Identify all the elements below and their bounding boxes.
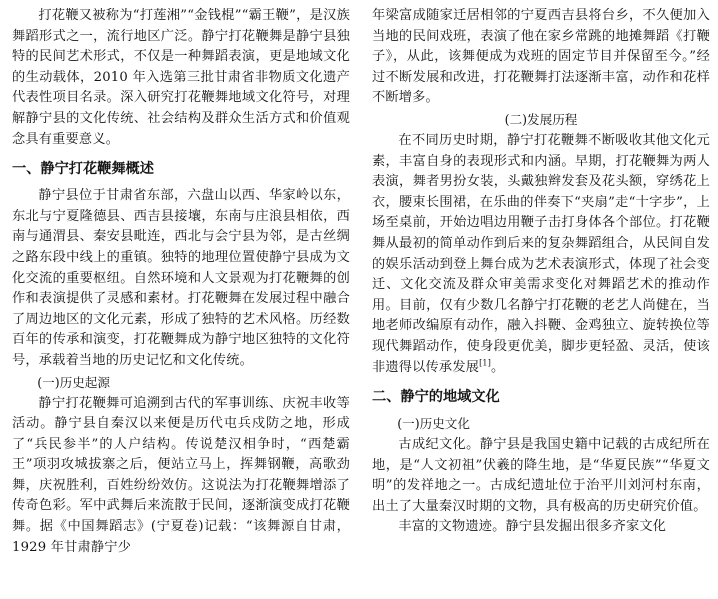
relics-paragraph: 丰富的文物遗迹。静宁县发掘出很多齐家文化 [398, 519, 667, 535]
citation-marker: [1] [479, 358, 492, 368]
development-text: 在不同历史时期，静宁打花鞭舞不断吸收其他文化元素，丰富自身的表现形式和内涵。早期，打花鞭舞为两人表演，舞者男扮女装，头戴独辫发套及花头额，穿绣花上衣，腰束长围裙，在乐曲的伴奏下“夹扇”走“十字步”，上场至桌前，开始边唱边用鞭子击打身体各个部位。打花鞭舞从最初的简单动作到后来的复杂舞蹈组合，从民间自发的娱乐活动到登上舞台成为艺术表演形式，体现了社会变迁、文化交流及群众审美需求变化对舞蹈艺术的推动作用。目前，仅有少数几名静宁打花鞭的老艺人尚健在，当地老师改编原有动作，融入抖鞭、金鸡独立、旋转换位等现代舞蹈动作，使身段更优美，脚步更轻盈、灵活，使该非遗得以传承发展 [372, 132, 710, 375]
overview-paragraph: 静宁县位于甘肃省东部，六盘山以西、华家岭以东，东北与宁夏隆德县、西吉县接壤，东南与庄浪县相依，西南与通渭县、秦安县毗连，西北与会宁县为邻，是古丝绸之路东段中线上的重镇。独特的地理位置使静宁县成为文化交流的重要枢纽。自然环境和人文景观为打花鞭舞的创作和表演提供了灵感和素材。打花鞭舞在发展过程中融合了周边地区的文化元素，形成了独特的艺术风格。历经数百年的传承和演变，打花鞭舞成为静宁地区独特的文化符号，承载着当地的历史记忆和文化传统。 [12, 188, 350, 368]
section-heading: 一、静宁打花鞭舞概述 [12, 161, 154, 178]
section-heading: 二、静宁的地域文化 [372, 389, 500, 406]
development-paragraph [372, 131, 710, 378]
left-column [12, 6, 350, 599]
intro-paragraph: 打花鞭又被称为“打莲湘”“金钱棍”“霸王鞭”，是汉族舞蹈形式之一，流行地区广泛。静宁打花鞭舞是静宁县独特的民间艺术形式，不仅是一种舞蹈表演，更是地域文化的生动载体，2010 年入选第三批甘肃省非物质文化遗产代表性项目名录。深入研究打花鞭舞地域文化符号，对理解静宁县的文化传统、社会结构及群众生活方式和价值观念具有重要意义。 [12, 8, 350, 147]
development-end: 。 [491, 359, 505, 375]
subsection-heading: (一)历史起源 [37, 374, 110, 390]
history-culture-paragraph: 古成纪文化。静宁县是我国史籍中记载的古成纪所在地，是“人文初祖”伏羲的降生地，是“华夏民族”“华夏文明”的发祥地之一。古成纪遗址位于治平川刘河村东南，出土了大量秦汉时期的文物，具有极高的历史研究价值。 [372, 437, 710, 514]
right-column [372, 6, 710, 599]
continued-paragraph: 年梁富成随家迁居相邻的宁夏西吉县将台乡，不久便加入当地的民间戏班，表演了他在家乡常跳的地摊舞蹈《打鞭子》，从此，该舞便成为戏班的固定节目并保留至今。”经过不断发展和改进，打花鞭舞打法逐渐丰富，动作和花样不断增多。 [372, 8, 710, 106]
subsection-heading: (二)发展历程 [504, 111, 578, 127]
subsection-heading: (一)历史文化 [397, 416, 470, 432]
origin-paragraph: 静宁打花鞭舞可追溯到古代的军事训练、庆祝丰收等活动。静宁县自秦汉以来便是历代屯兵戍防之地，形成了“兵民参半”的人户结构。传说楚汉相争时，“西楚霸王”项羽攻城拔寨之后，便站立马上，挥舞钢鞭，高歌劲舞，庆祝胜利，百姓纷纷效仿。这说法为打花鞭舞增添了传奇色彩。军中武舞后来流散于民间，逐渐演变成打花鞭舞。据《中国舞蹈志》(宁夏卷)记载：“该舞源自甘肃，1929 年甘肃静宁少 [12, 395, 350, 555]
